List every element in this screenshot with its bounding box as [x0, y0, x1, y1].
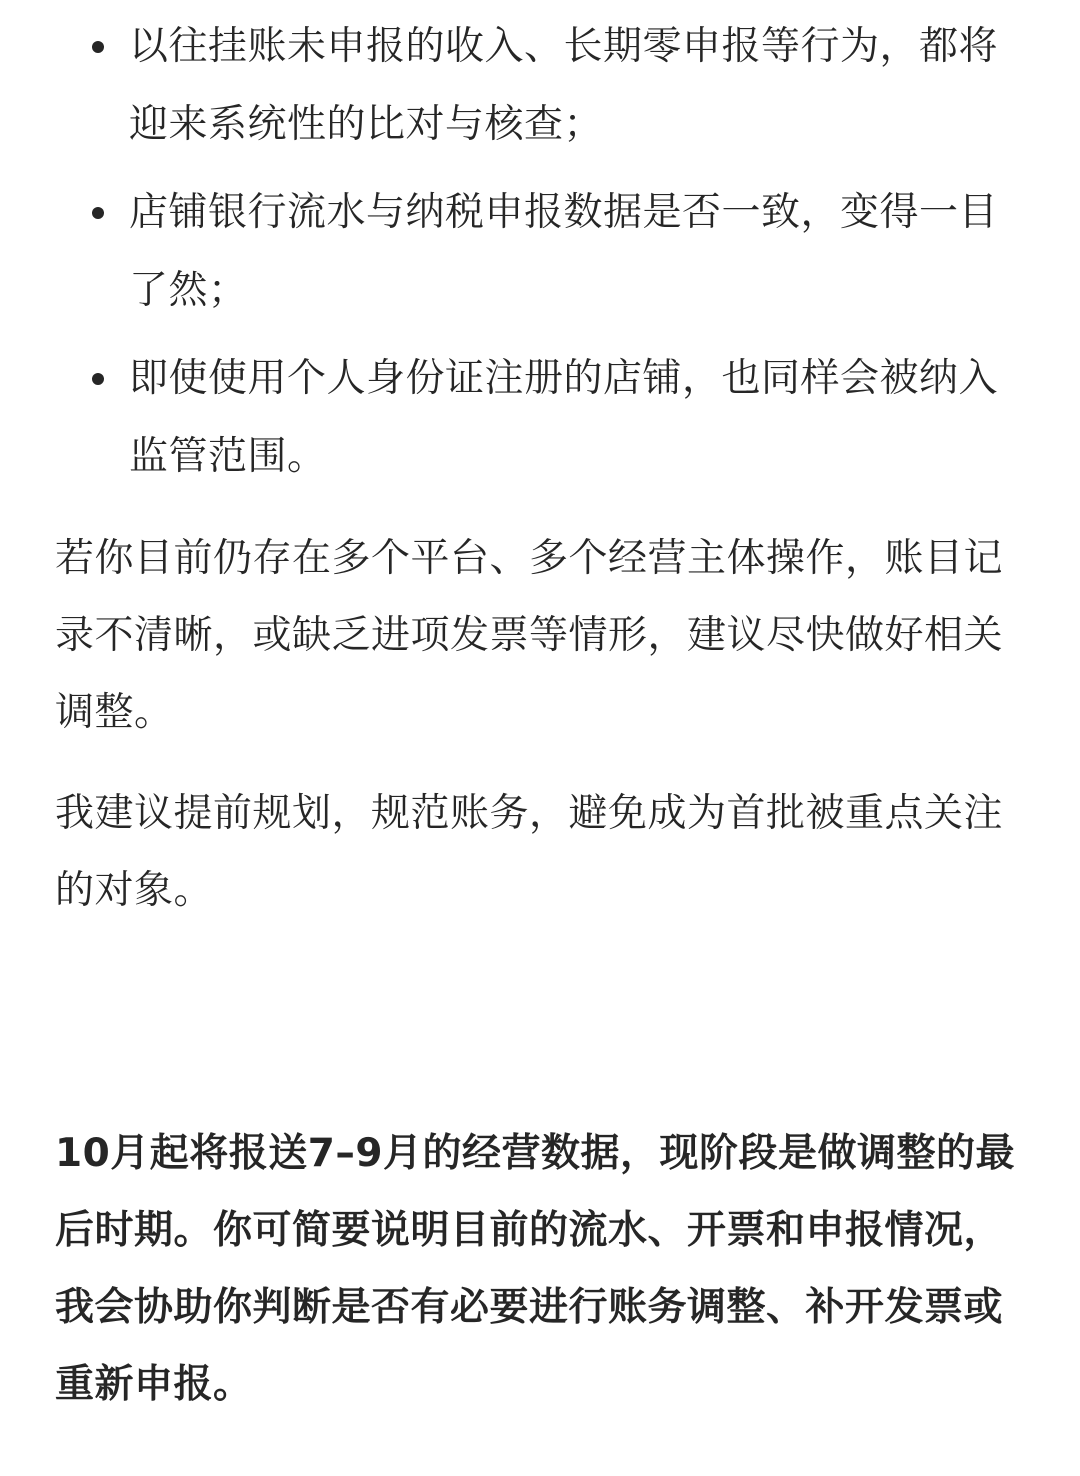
bullet-text: 店铺银行流水与纳税申报数据是否一致，变得一目了然； — [129, 190, 999, 313]
paragraph-adjustment-advice: 若你目前仍存在多个平台、多个经营主体操作，账目记录不清晰，或缺乏进项发票等情形，建议尽快做好相关调整。 — [55, 536, 1004, 735]
bullet-list — [55, 8, 1022, 496]
bullet-text: 以往挂账未申报的收入、长期零申报等行为，都将迎来系统性的比对与核查； — [129, 24, 999, 147]
bullet-dot-icon — [92, 41, 104, 53]
paragraph-planning-advice: 我建议提前规划，规范账务，避免成为首批被重点关注的对象。 — [55, 791, 1004, 913]
list-item — [55, 174, 1022, 330]
bullet-dot-icon — [92, 373, 104, 385]
list-item — [55, 340, 1022, 496]
list-item — [55, 8, 1022, 164]
paragraph-deadline-notice: 10月起将报送7–9月的经营数据，现阶段是做调整的最后时期。你可简要说明目前的流水、开票和申报情况，我会协助你判断是否有必要进行账务调整、补开发票或重新申报。 — [55, 1131, 1016, 1407]
bullet-dot-icon — [92, 207, 104, 219]
bullet-text: 即使使用个人身份证注册的店铺，也同样会被纳入监管范围。 — [129, 356, 999, 479]
